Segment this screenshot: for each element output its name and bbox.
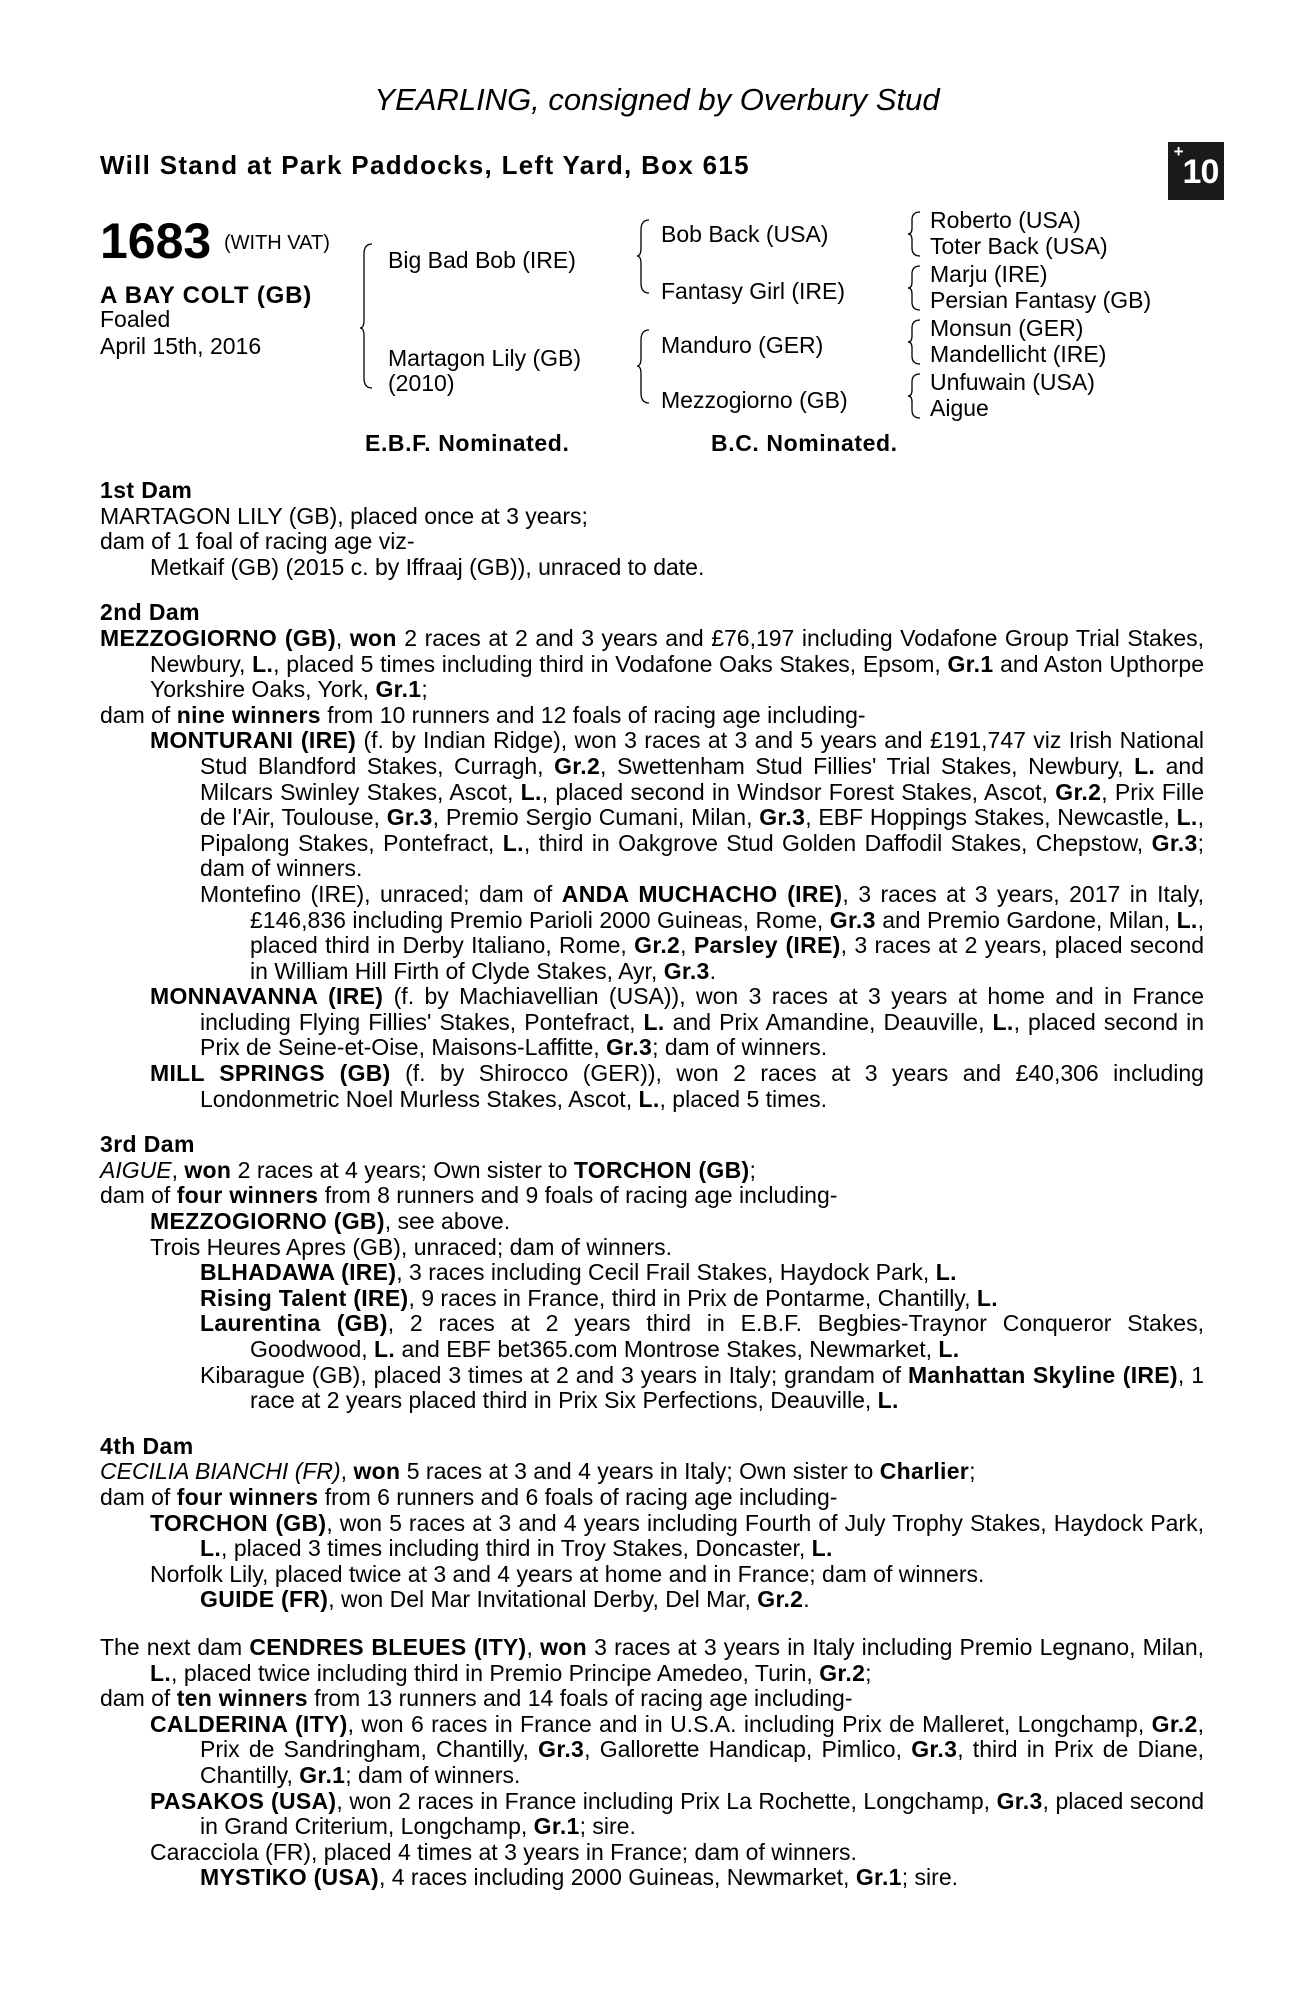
progeny-mezzogiorno: MEZZOGIORNO (GB), see above.: [150, 1208, 511, 1235]
fourth-dam-heading: 4th Dam: [100, 1432, 194, 1459]
progeny-kibarague: Kibarague (GB), placed 3 times at 2 and 3 years in Italy; grandam of Manhattan Skyline (IRE), 1 race at 2 years placed third in Prix Six Perfections, Deauville, L.: [200, 1361, 1204, 1414]
badge-mark: +: [1173, 142, 1183, 161]
first-dam-foals: dam of 1 foal of racing age viz-: [100, 528, 415, 555]
third-dam-record: AIGUE, won 2 races at 4 years; Own sister to TORCHON (GB);: [100, 1156, 756, 1183]
bracket-3: [637, 330, 649, 403]
second-dam-produce-summary: dam of nine winners from 10 runners and 12 foals of racing age including-: [100, 701, 866, 728]
dam-sire: Manduro (GER): [661, 332, 824, 358]
page-heading: YEARLING, consigned by Overbury Stud: [374, 82, 940, 117]
bracket-1: [360, 244, 372, 388]
sire: Big Bad Bob (IRE): [388, 247, 576, 273]
lot-badge: [1168, 142, 1224, 200]
bracket-5: [908, 266, 920, 310]
progeny-trois-heures-apres: Trois Heures Apres (GB), unraced; dam of winners.: [150, 1233, 672, 1260]
progeny-mystiko: MYSTIKO (USA), 4 races including 2000 Guineas, Newmarket, Gr.1; sire.: [200, 1864, 959, 1891]
next-dam-record: The next dam CENDRES BLEUES (ITY), won 3 races at 3 years in Italy including Premio Legnano, Milan, L., placed twice including third in Premio Principe Amedeo, Turin, Gr.2;: [100, 1633, 1205, 1686]
ebf-nominated: E.B.F. Nominated.: [365, 430, 570, 456]
progeny-montefino: Montefino (IRE), unraced; dam of ANDA MUCHACHO (IRE), 3 races at 3 years, 2017 in Italy, £146,836 including Premio Parioli 2000 Guineas, Rome, Gr.3 and Premio Gardone, Milan, L., placed third in Derby Italiano, Rome, Gr.2, Parsley (IRE), 3 races at 2 years, placed second in William Hill Firth of Clyde Stakes, Ayr, Gr.3.: [200, 880, 1205, 984]
foaled-label: Foaled: [100, 306, 171, 332]
sire-sire: Bob Back (USA): [661, 221, 829, 247]
bracket-2: [637, 220, 649, 293]
first-dam-heading: 1st Dam: [100, 477, 193, 503]
section-gap: [100, 1613, 1204, 1635]
progeny-caracciola: Caracciola (FR), placed 4 times at 3 years in France; dam of winners.: [150, 1838, 857, 1865]
granddam-2: Toter Back (USA): [930, 233, 1108, 259]
progeny-laurentina: Laurentina (GB), 2 races at 2 years third in E.B.F. Begbies-Traynor Conqueror Stakes, Goodwood, L. and EBF bet365.com Montrose Stakes, Newmarket, L.: [200, 1310, 1204, 1362]
fourth-dam-record: CECILIA BIANCHI (FR), won 5 races at 3 and 4 years in Italy; Own sister to Charlier;: [100, 1458, 976, 1485]
grandsire-7: Unfuwain (USA): [930, 369, 1095, 395]
grandsire-3: Marju (IRE): [930, 261, 1048, 287]
progeny-mill-springs: MILL SPRINGS (GB) (f. by Shirocco (GER)), won 2 races at 3 years and £40,306 including Londonmetric Noel Murless Stakes, Ascot, L., placed 5 times.: [150, 1060, 1204, 1112]
progeny-monnavanna: MONNAVANNA (IRE) (f. by Machiavellian (USA)), won 3 races at 3 years at home and in France including Flying Fillies' Stakes, Pontefract, L. and Prix Amandine, Deauville, L., placed second in Prix de Seine-et-Oise, Maisons-Laffitte, Gr.3; dam of winners.: [150, 983, 1204, 1061]
badge-number: 10: [1182, 153, 1219, 191]
progeny-torchon: TORCHON (GB), won 5 races at 3 and 4 years including Fourth of July Trophy Stakes, Haydock Park, L., placed 3 times including third in Troy Stakes, Doncaster, L.: [150, 1509, 1204, 1562]
bracket-7: [908, 374, 920, 418]
grandsire-1: Roberto (USA): [930, 207, 1081, 233]
third-dam-heading: 3rd Dam: [100, 1131, 195, 1158]
granddam-6: Mandellicht (IRE): [930, 341, 1107, 367]
fourth-dam-produce-summary: dam of four winners from 6 runners and 6 foals of racing age including-: [100, 1483, 838, 1510]
granddam-8: Aigue: [930, 395, 989, 421]
progeny-calderina: CALDERINA (ITY), won 6 races in France and in U.S.A. including Prix de Malleret, Longchamp, Gr.2, Prix de Sandringham, Chantilly, Gr.3, Gallorette Handicap, Pimlico, Gr.3, third in Prix de Diane, Chantilly, Gr.1; dam of winners.: [150, 1710, 1205, 1788]
first-dam-progeny: Metkaif (GB) (2015 c. by Iffraaj (GB)), unraced to date.: [150, 553, 705, 580]
lot-description: A BAY COLT (GB): [100, 282, 313, 309]
catalogue-body: [100, 478, 1204, 1891]
granddam-4: Persian Fantasy (GB): [930, 287, 1152, 313]
progeny-blhadawa: BLHADAWA (IRE), 3 races including Cecil Frail Stakes, Haydock Park, L.: [200, 1259, 957, 1286]
dam-year: (2010): [388, 370, 455, 396]
progeny-norfolk-lily: Norfolk Lily, placed twice at 3 and 4 years at home and in France; dam of winners.: [150, 1560, 985, 1587]
stand-location: Will Stand at Park Paddocks, Left Yard, Box 615: [100, 150, 750, 180]
first-dam-line: MARTAGON LILY (GB), placed once at 3 years;: [100, 502, 588, 529]
second-dam-record: MEZZOGIORNO (GB), won 2 races at 2 and 3 years and £76,197 including Vodafone Group Trial Stakes, Newbury, L., placed 5 times including third in Vodafone Oaks Stakes, Epsom, Gr.1 and Aston Upthorpe Yorkshire Oaks, York, Gr.1;: [100, 624, 1205, 703]
bracket-6: [908, 320, 920, 364]
progeny-monturani: MONTURANI (IRE) (f. by Indian Ridge), won 3 races at 3 and 5 years and £191,747 viz Irish National Stud Blandford Stakes, Curragh, Gr.2, Swettenham Stud Fillies' Trial Stakes, Newbury, L. and Milcars Swinley Stakes, Ascot, L., placed second in Windsor Forest Stakes, Ascot, Gr.2, Prix Fille de l'Air, Toulouse, Gr.3, Premio Sergio Cumani, Milan, Gr.3, EBF Hoppings Stakes, Newcastle, L., Pipalong Stakes, Pontefract, L., third in Oakgrove Stud Golden Daffodil Stakes, Chepstow, Gr.3; dam of winners.: [150, 727, 1205, 882]
bc-nominated: B.C. Nominated.: [711, 430, 898, 456]
dam-dam: Mezzogiorno (GB): [661, 387, 848, 413]
next-dam-produce-summary: dam of ten winners from 13 runners and 14 foals of racing age including-: [100, 1685, 853, 1712]
foaled-info: [100, 306, 261, 360]
sire-dam: Fantasy Girl (IRE): [661, 278, 846, 304]
bracket-4: [908, 212, 920, 256]
foaled-date: April 15th, 2016: [100, 333, 262, 359]
lot-number: 1683: [100, 213, 212, 269]
dam: Martagon Lily (GB): [388, 345, 582, 371]
second-dam-heading: 2nd Dam: [100, 599, 200, 626]
grandsire-5: Monsun (GER): [930, 315, 1084, 341]
third-dam-produce-summary: dam of four winners from 8 runners and 9 foals of racing age including-: [100, 1182, 838, 1209]
progeny-rising-talent: Rising Talent (IRE), 9 races in France, third in Prix de Pontarme, Chantilly, L.: [200, 1284, 998, 1311]
vat-note: (WITH VAT): [224, 232, 330, 254]
progeny-pasakos: PASAKOS (USA), won 2 races in France including Prix La Rochette, Longchamp, Gr.3, placed second in Grand Criterium, Longchamp, Gr.1; sire.: [150, 1787, 1204, 1840]
progeny-guide: GUIDE (FR), won Del Mar Invitational Derby, Del Mar, Gr.2.: [200, 1586, 810, 1613]
pedigree-brackets: [0, 0, 1, 1]
